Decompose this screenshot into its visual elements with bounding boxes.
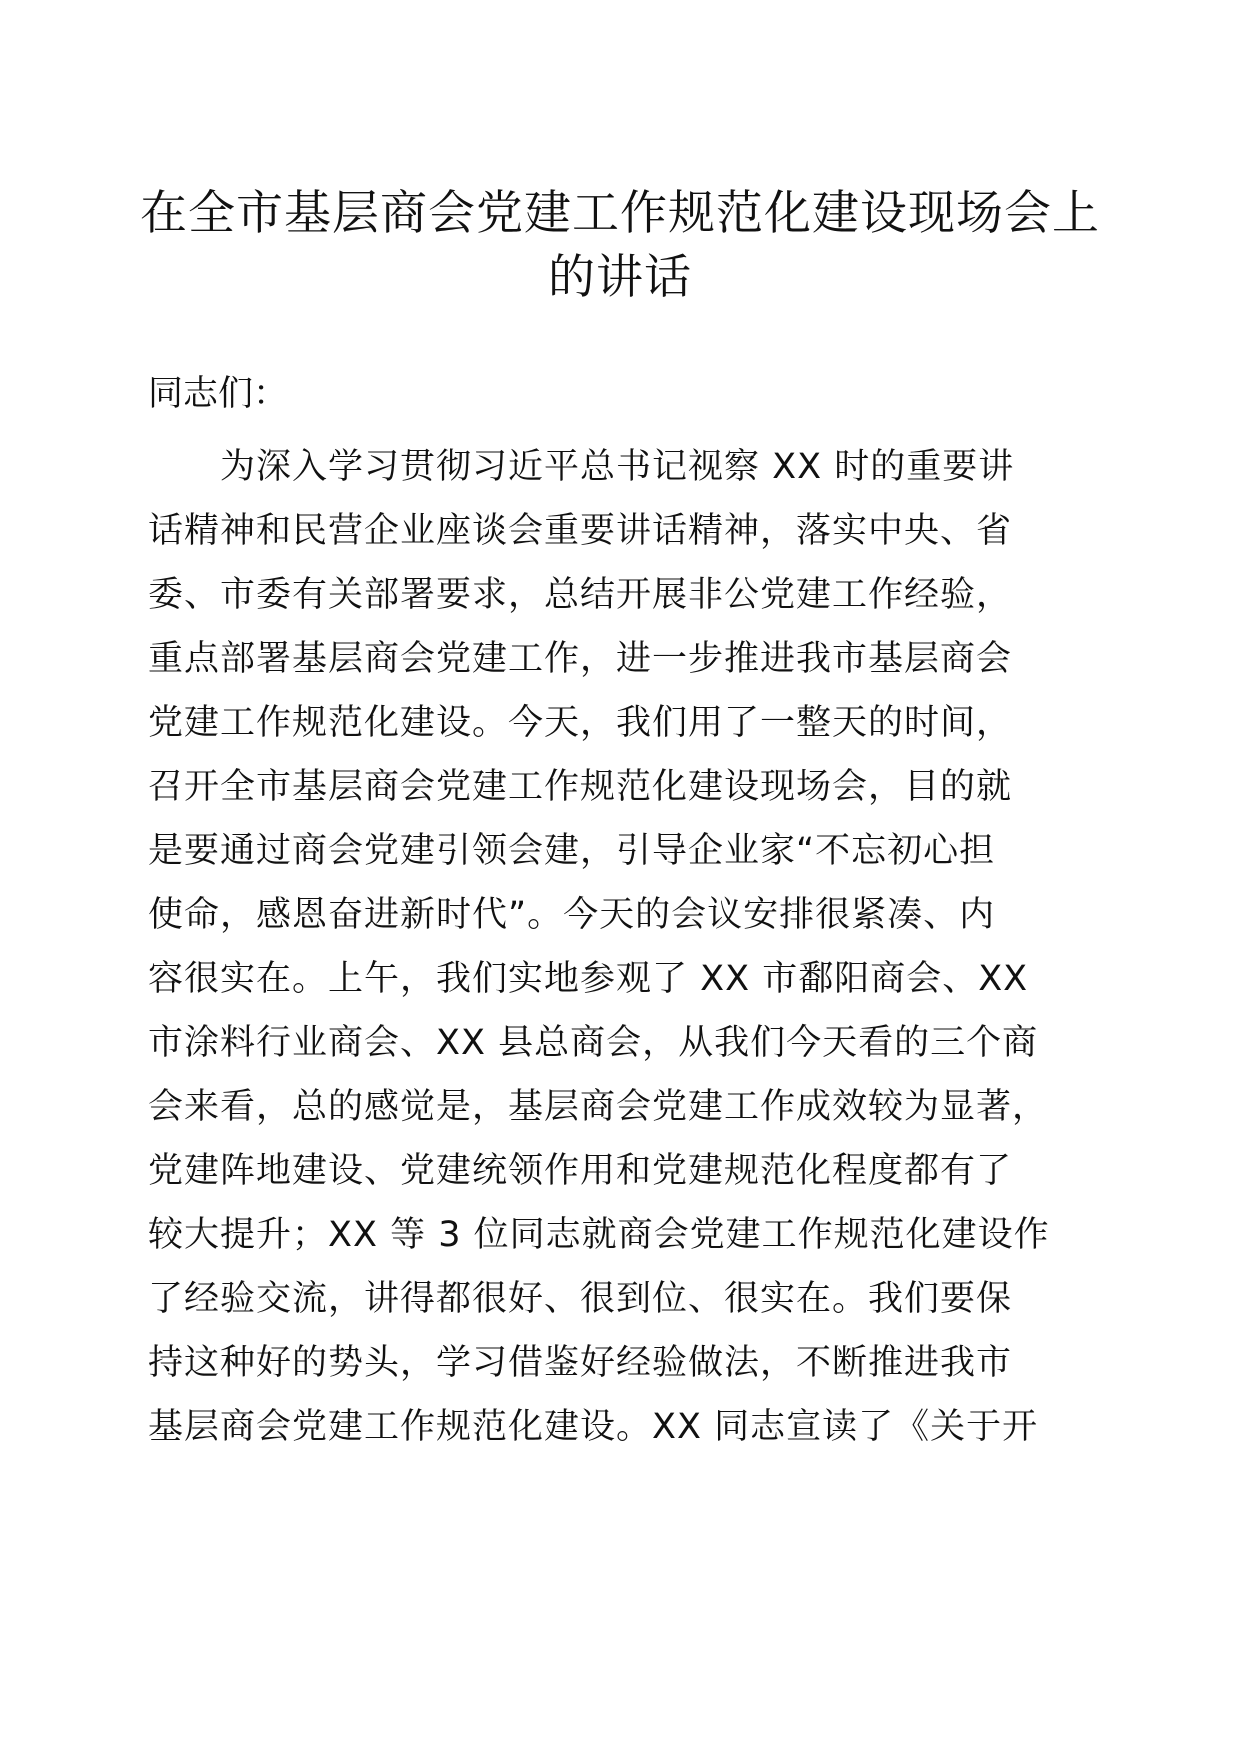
title-line-1: 在全市基层商会党建工作规范化建设现场会上 bbox=[140, 186, 1100, 241]
paragraph-line: 委、市委有关部署要求，总结开展非公党建工作经验， bbox=[148, 575, 1013, 615]
speech-body-paragraph bbox=[148, 435, 1138, 1459]
paragraph-line: 为深入学习贯彻习近平总书记视察 XX 时的重要讲 bbox=[148, 447, 1015, 487]
paragraph-line: 党建阵地建设、党建统领作用和党建规范化程度都有了 bbox=[148, 1151, 1013, 1191]
salutation: 同志们： bbox=[148, 374, 289, 414]
title-line-2: 的讲话 bbox=[548, 250, 692, 305]
paragraph-line: 是要通过商会党建引领会建，引导企业家“不忘初心担 bbox=[148, 831, 996, 871]
paragraph-line: 召开全市基层商会党建工作规范化建设现场会，目的就 bbox=[148, 767, 1013, 807]
paragraph-line: 容很实在。上午，我们实地参观了 XX 市鄱阳商会、XX bbox=[148, 959, 1029, 999]
paragraph-line: 基层商会党建工作规范化建设。XX 同志宣读了《关于开 bbox=[148, 1407, 1039, 1447]
paragraph-line: 重点部署基层商会党建工作，进一步推进我市基层商会 bbox=[148, 639, 1013, 679]
paragraph-line: 使命，感恩奋进新时代”。今天的会议安排很紧凑、内 bbox=[148, 895, 996, 935]
paragraph-line: 了经验交流，讲得都很好、很到位、很实在。我们要保 bbox=[148, 1279, 1013, 1319]
paragraph-line: 话精神和民营企业座谈会重要讲话精神，落实中央、省 bbox=[148, 511, 1013, 551]
paragraph-line: 党建工作规范化建设。今天，我们用了一整天的时间， bbox=[148, 703, 1013, 743]
paragraph-line: 较大提升；XX 等 3 位同志就商会党建工作规范化建设作 bbox=[148, 1215, 1050, 1255]
paragraph-line: 会来看，总的感觉是，基层商会党建工作成效较为显著， bbox=[148, 1087, 1049, 1127]
paragraph-line: 持这种好的势头，学习借鉴好经验做法，不断推进我市 bbox=[148, 1343, 1013, 1383]
paragraph-line: 市涂料行业商会、XX 县总商会，从我们今天看的三个商 bbox=[148, 1023, 1039, 1063]
document-title bbox=[140, 182, 1100, 310]
